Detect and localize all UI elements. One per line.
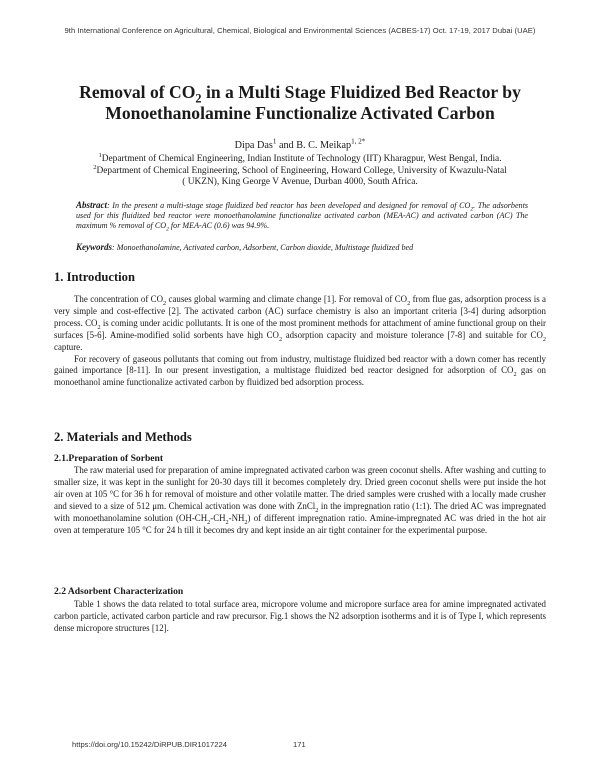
affiliations <box>60 151 540 189</box>
abstract-text-c: for MEA-AC (0.6) was 94.9%. <box>168 221 270 231</box>
author-1: Dipa Das <box>234 140 273 151</box>
text-run: in the impregnation ratio (1:1). The dried AC was impregnated with monoethanolamine solution (OH-CH <box>54 500 546 523</box>
text-run: -NH <box>228 512 245 523</box>
text-run: adsorption capacity and moisture tolerance [7-8] and suitable for CO <box>282 329 543 340</box>
affiliation-2-line1: Department of Chemical Engineering, School of Engineering, Howard College, University of Kwazulu-Natal <box>96 165 507 176</box>
text-run: The concentration of CO <box>74 294 163 304</box>
subscript: 2 <box>166 227 169 234</box>
subsection-heading-characterization: 2.2 Adsorbent Characterization <box>54 586 184 597</box>
text-run: gas on monoethanol amine functionalize activated carbon by fluidized bed adsorption process. <box>54 365 546 388</box>
title-line1-pre: Removal of CO <box>79 82 196 102</box>
subscript: 2 <box>207 518 211 526</box>
introduction-body <box>54 294 546 389</box>
abstract-label: Abstract <box>76 200 108 210</box>
affil-2-mark: 2 <box>93 163 97 171</box>
subscript: 2 <box>315 506 319 514</box>
intro-paragraph-2 <box>54 354 546 390</box>
text-run: capture. <box>54 341 83 352</box>
author-and: and <box>276 140 297 151</box>
conference-header: 9th International Conference on Agricultural, Chemical, Biological and Environmental Sciences (ACBES-17) Oct. 17-19, 2017 Dubai (UAE) <box>64 26 536 35</box>
subscript: 2 <box>225 518 229 526</box>
title-line2: Monoethanolamine Functionalize Activated Carbon <box>105 103 495 123</box>
affil-1-mark: 1 <box>98 151 102 159</box>
author-2-affil-mark: 1, 2* <box>351 137 366 146</box>
abstract-text-a: : In the present a multi-stage stage fluidized bed reactor has been developed and designed for removal of CO <box>107 201 471 210</box>
doi-link[interactable]: https://doi.org/10.15242/DiRPUB.DIR1017224 <box>72 740 227 749</box>
text-run: -CH <box>210 512 226 523</box>
affiliation-1: Department of Chemical Engineering, Indian Institute of Technology (IIT) Kharagpur, West Bengal, India. <box>101 154 502 164</box>
intro-paragraph-1 <box>54 294 546 354</box>
preparation-body <box>54 465 546 536</box>
subscript: 2 <box>97 323 101 331</box>
author-2: B. C. Meikap <box>296 140 352 151</box>
author-list <box>0 137 600 151</box>
text-run: is coming under acidic pollutants. It is one of the most prominent methods for attachment of amine functional group on their surfaces [5-6]. Amine-modified solid sorbents have high CO <box>54 317 547 340</box>
characterization-body <box>54 599 546 635</box>
affiliation-2-line2: ( UKZN), King George V Avenue, Durban 4000, South Africa. <box>182 177 418 188</box>
keywords-text: : Monoethanolamine, Activated carbon, Adsorbent, Carbon dioxide, Multistage fluidized bed <box>112 243 414 252</box>
title-line1-post: in a Multi Stage Fluidized Bed Reactor by <box>201 82 521 102</box>
text-run: For recovery of gaseous pollutants that coming out from industry, multistage fluidized bed reactor with a down comer has recently gained importance [8-11]. In our present investigation, a multistage fluidized bed reactor designed for adsorption of CO <box>54 353 546 376</box>
subscript: 2 <box>407 299 411 307</box>
title-subscript: 2 <box>195 91 202 106</box>
subscript: 2 <box>513 371 517 379</box>
keywords <box>76 242 528 252</box>
text-run: causes global warming and climate change [1]. For removal of CO <box>166 294 408 304</box>
abstract <box>76 200 528 232</box>
text-run: The raw material used for preparation of amine impregnated activated carbon was green coconut shells. After washing and cutting to smaller size, it was kept in the sunlight for 20-30 days till it becomes completely dry. Dried green coconut shells were put inside the hot air oven at 105 °C for 36 h for removal of moisture and other volatile matter. The dried samples were crushed with a locally made crusher and sieved to a size of 512 μm. Chemical activation was done with ZnCl <box>54 465 546 511</box>
text-run: ) of different impregnation ratio. Amine-impregnated AC was dried in the hot air oven at temperature 105 °C for 24 h till it becomes dry and kept inside an air tight container for the experimental purpose. <box>54 512 546 535</box>
paper-title <box>40 82 560 124</box>
subsection-heading-preparation: 2.1.Preparation of Sorbent <box>54 453 164 464</box>
section-heading-introduction: 1. Introduction <box>54 270 135 284</box>
subscript: 2 <box>244 518 248 526</box>
subscript: 2 <box>470 206 474 213</box>
abstract-text-b: . The adsorbents used for this fluidized bed reactor were monoethanolamine functionalize activated carbon (MEA-AC) and activated carbon (AC) The maximum % removal of CO <box>76 201 528 231</box>
characterization-paragraph: Table 1 shows the data related to total surface area, micropore volume and micropore surface area for amine impregnated activated carbon particle, activated carbon particle and raw precursor. Fig.1 shows the N2 adsorption isotherms and it is of Type I, which represents dense micropore structures [12]. <box>54 599 546 633</box>
section-heading-materials-methods: 2. Materials and Methods <box>54 430 192 444</box>
keywords-label: Keywords <box>76 242 112 252</box>
page-number: 171 <box>293 740 306 749</box>
subscript: 2 <box>278 335 283 343</box>
preparation-paragraph <box>54 465 546 536</box>
subscript: 2 <box>542 335 546 343</box>
text-run: from flue gas, adsorption process is a very simple and cost-effective [2]. The activated carbon (AC) surface chemistry is also an important criteria [3-4] during adsorption process. CO <box>54 294 546 328</box>
author-1-affil-mark: 1 <box>272 137 277 146</box>
subscript: 2 <box>163 299 167 307</box>
